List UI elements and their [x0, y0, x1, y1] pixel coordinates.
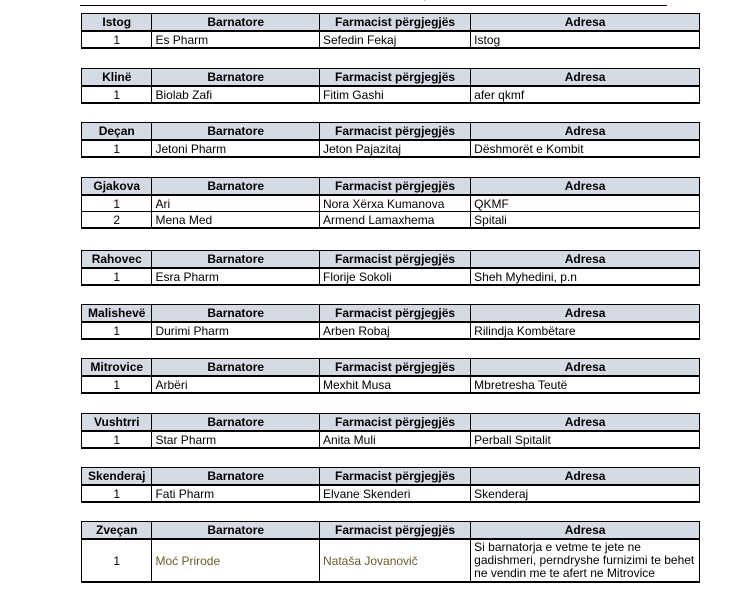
pharmacist-column-header: Farmacist përgjegjës: [319, 522, 470, 540]
table-header-row: [82, 123, 700, 141]
pharmacy-name: Esra Pharm: [152, 268, 320, 285]
pharmacy-table-kline: [81, 68, 700, 104]
pharmacy-table-gjakova: [81, 177, 700, 229]
row-number: 1: [82, 195, 152, 212]
page-top-rule: [80, 5, 667, 6]
table-row: [82, 31, 700, 48]
pharmacy-table-zvecan: [81, 521, 700, 583]
pharmacy-column-header: Barnatore: [152, 251, 320, 269]
table-header-row: [82, 359, 700, 377]
pharmacy-name: Moć Prirode: [152, 539, 320, 582]
pharmacist-column-header: Farmacist përgjegjës: [319, 251, 470, 269]
city-header: Vushtrri: [82, 414, 152, 432]
city-header: Deçan: [82, 123, 152, 141]
pharmacist-column-header: Farmacist përgjegjës: [319, 123, 470, 141]
pharmacist-name: Armend Lamaxhema: [319, 212, 470, 229]
pharmacist-name: Nora Xërxa Kumanova: [319, 195, 470, 212]
table-header-row: [82, 178, 700, 196]
row-number: 1: [82, 268, 152, 285]
address-column-header: Adresa: [471, 359, 700, 377]
pharmacist-name: Nataša Jovanovič: [319, 539, 470, 582]
address-column-header: Adresa: [471, 123, 700, 141]
row-number: 1: [82, 485, 152, 502]
table-row: [82, 86, 700, 103]
pharmacy-address: Skenderaj: [471, 485, 700, 502]
table-row: [82, 212, 700, 229]
pharmacy-name: Arbëri: [152, 376, 320, 393]
table-row: [82, 140, 700, 157]
pharmacy-name: Es Pharm: [152, 31, 320, 48]
pharmacy-address: QKMF: [471, 195, 700, 212]
pharmacy-address: Sheh Myhedini, p.n: [471, 268, 700, 285]
pharmacist-name: Elvane Skenderi: [319, 485, 470, 502]
table-header-row: [82, 305, 700, 323]
pharmacy-table-skenderaj: [81, 467, 700, 503]
address-column-header: Adresa: [471, 69, 700, 87]
pharmacy-column-header: Barnatore: [152, 123, 320, 141]
pharmacy-name: Fati Pharm: [152, 485, 320, 502]
pharmacy-table-malisheve: [81, 304, 700, 340]
pharmacist-column-header: Farmacist përgjegjës: [319, 359, 470, 377]
table-row: [82, 431, 700, 448]
city-header: Klinë: [82, 69, 152, 87]
table-header-row: [82, 468, 700, 486]
address-column-header: Adresa: [471, 522, 700, 540]
pharmacy-table-istog: [81, 13, 700, 49]
table-header-row: [82, 14, 700, 32]
city-header: Zveçan: [82, 522, 152, 540]
pharmacy-name: Durimi Pharm: [152, 322, 320, 339]
pharmacy-name: Jetoni Pharm: [152, 140, 320, 157]
pharmacy-address: Istog: [471, 31, 700, 48]
city-header: Mitrovice: [82, 359, 152, 377]
table-row: [82, 539, 700, 582]
pharmacy-column-header: Barnatore: [152, 522, 320, 540]
pharmacy-name: Star Pharm: [152, 431, 320, 448]
pharmacist-name: Anita Muli: [319, 431, 470, 448]
pharmacist-column-header: Farmacist përgjegjës: [319, 14, 470, 32]
pharmacy-address: afer qkmf: [471, 86, 700, 103]
pharmacist-name: Florije Sokoli: [319, 268, 470, 285]
table-row: [82, 195, 700, 212]
city-header: Gjakova: [82, 178, 152, 196]
pharmacy-address: Perball Spitalit: [471, 431, 700, 448]
row-number: 1: [82, 86, 152, 103]
pharmacist-column-header: Farmacist përgjegjës: [319, 305, 470, 323]
pharmacy-address: Rilindja Kombëtare: [471, 322, 700, 339]
pharmacy-column-header: Barnatore: [152, 178, 320, 196]
city-header: Istog: [82, 14, 152, 32]
pharmacy-name: Ari: [152, 195, 320, 212]
table-header-row: [82, 522, 700, 540]
pharmacist-name: Jeton Pajazitaj: [319, 140, 470, 157]
pharmacist-column-header: Farmacist përgjegjës: [319, 178, 470, 196]
city-header: Rahovec: [82, 251, 152, 269]
pharmacist-column-header: Farmacist përgjegjës: [319, 69, 470, 87]
pharmacy-address: Dëshmorët e Kombit: [471, 140, 700, 157]
address-column-header: Adresa: [471, 414, 700, 432]
address-column-header: Adresa: [471, 14, 700, 32]
pharmacy-table-vushtrri: [81, 413, 700, 449]
pharmacy-column-header: Barnatore: [152, 69, 320, 87]
pharmacy-name: Biolab Zafi: [152, 86, 320, 103]
pharmacy-table-rahovec: [81, 250, 700, 286]
page-header-fragment: [245, 0, 458, 1]
pharmacist-name: Arben Robaj: [319, 322, 470, 339]
pharmacy-column-header: Barnatore: [152, 359, 320, 377]
pharmacy-table-mitrovice: [81, 358, 700, 394]
table-row: [82, 322, 700, 339]
pharmacy-address: Si barnatorja e vetme te jete ne gadishmeri, perndryshe furnizimi te behet ne vendin me te afert ne Mitrovice: [471, 539, 700, 582]
pharmacy-column-header: Barnatore: [152, 414, 320, 432]
address-column-header: Adresa: [471, 468, 700, 486]
pharmacist-name: Mexhit Musa: [319, 376, 470, 393]
row-number: 1: [82, 376, 152, 393]
city-header: Skenderaj: [82, 468, 152, 486]
pharmacy-column-header: Barnatore: [152, 305, 320, 323]
row-number: 2: [82, 212, 152, 229]
pharmacist-column-header: Farmacist përgjegjës: [319, 468, 470, 486]
pharmacy-column-header: Barnatore: [152, 14, 320, 32]
pharmacy-column-header: Barnatore: [152, 468, 320, 486]
row-number: 1: [82, 431, 152, 448]
city-header: Malishevë: [82, 305, 152, 323]
address-column-header: Adresa: [471, 178, 700, 196]
pharmacy-address: Mbretresha Teutë: [471, 376, 700, 393]
pharmacist-name: Fitim Gashi: [319, 86, 470, 103]
row-number: 1: [82, 140, 152, 157]
row-number: 1: [82, 31, 152, 48]
pharmacy-name: Mena Med: [152, 212, 320, 229]
table-row: [82, 485, 700, 502]
pharmacist-name: Sefedin Fekaj: [319, 31, 470, 48]
table-row: [82, 376, 700, 393]
table-header-row: [82, 414, 700, 432]
pharmacy-table-decan: [81, 122, 700, 158]
pharmacy-address: Spitali: [471, 212, 700, 229]
pharmacist-column-header: Farmacist përgjegjës: [319, 414, 470, 432]
row-number: 1: [82, 322, 152, 339]
table-row: [82, 268, 700, 285]
row-number: 1: [82, 539, 152, 582]
address-column-header: Adresa: [471, 251, 700, 269]
address-column-header: Adresa: [471, 305, 700, 323]
table-header-row: [82, 69, 700, 87]
table-header-row: [82, 251, 700, 269]
